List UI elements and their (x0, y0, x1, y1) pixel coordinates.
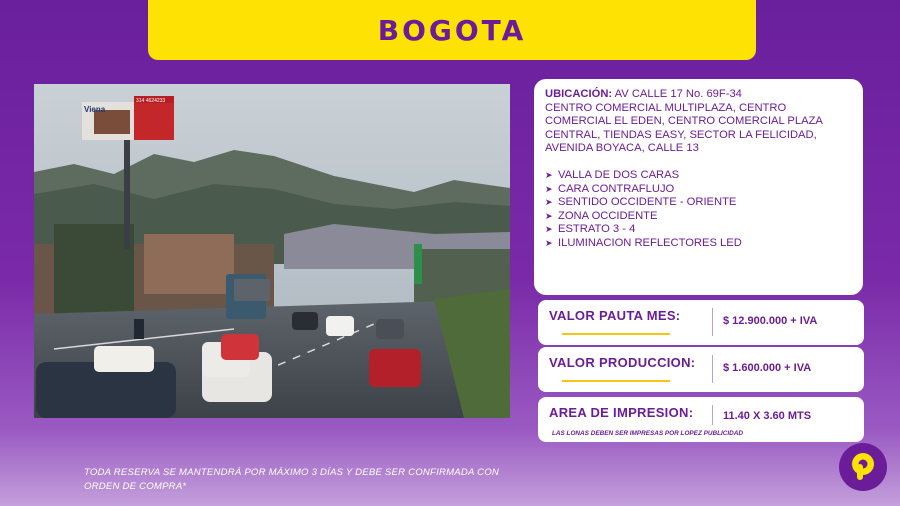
feature-text: SENTIDO OCCIDENTE - ORIENTE (558, 196, 737, 209)
location-address: AV CALLE 17 No. 69F-34 (614, 88, 742, 100)
feature-text: ESTRATO 3 - 4 (558, 223, 636, 236)
billboard-phone-text: 314 4624233 (136, 98, 166, 104)
feature-item (545, 237, 852, 251)
feature-text: CARA CONTRAFLUJO (558, 182, 675, 195)
location-info-card (534, 79, 863, 295)
pauta-divider (712, 308, 713, 336)
location-details: CENTRO COMERCIAL MULTIPLAZA, CENTRO COMERCIAL EL EDEN, CENTRO COMERCIAL PLAZA CENTRAL, TIENDAS EASY, SECTOR LA FELICIDAD, AVENIDA BOYACA, CALLE 13 (545, 101, 823, 155)
area-note: LAS LONAS DEBEN SER IMPRESAS POR LOPEZ PUBLICIDAD (552, 430, 744, 437)
produccion-label: VALOR PRODUCCION: (549, 355, 696, 370)
arrow-bullet-icon: ➤ (545, 210, 553, 221)
feature-item (545, 183, 852, 197)
title-banner (148, 0, 756, 60)
area-card (538, 397, 864, 442)
produccion-divider (712, 355, 713, 383)
pauta-value: $ 12.900.000 + IVA (723, 315, 818, 327)
reservation-footer-note: TODA RESERVA SE MANTENDRÁ POR MÁXIMO 3 DÍAS Y DEBE SER CONFIRMADA CON ORDEN DE COMPRA* (84, 467, 500, 492)
feature-text: ILUMINACION REFLECTORES LED (558, 236, 742, 249)
feature-item (545, 210, 852, 224)
produccion-underline (562, 380, 670, 382)
page-title: BOGOTA (377, 13, 527, 47)
arrow-bullet-icon: ➤ (545, 169, 553, 180)
feature-item (545, 223, 852, 237)
location-label: UBICACIÓN: (545, 88, 613, 100)
billboard-brand-text: Viena (84, 105, 106, 114)
arrow-bullet-icon: ➤ (545, 183, 553, 194)
pauta-underline (562, 333, 670, 335)
logo-mark-icon (845, 449, 881, 485)
produccion-price-card (538, 347, 864, 392)
lopez-publicidad-logo-icon (839, 443, 887, 491)
produccion-value: $ 1.600.000 + IVA (723, 362, 812, 374)
area-label: AREA DE IMPRESION: (549, 405, 694, 420)
arrow-bullet-icon: ➤ (545, 197, 553, 208)
feature-item (545, 169, 852, 183)
feature-text: VALLA DE DOS CARAS (558, 168, 680, 181)
pauta-price-card (538, 300, 864, 345)
feature-item (545, 196, 852, 210)
billboard-photo (34, 84, 510, 418)
area-divider (712, 405, 713, 425)
location-block (545, 88, 852, 156)
feature-text: ZONA OCCIDENTE (558, 209, 658, 222)
arrow-bullet-icon: ➤ (545, 224, 553, 235)
arrow-bullet-icon: ➤ (545, 237, 553, 248)
area-value: 11.40 X 3.60 MTS (723, 410, 812, 422)
street-scene-illustration (34, 84, 510, 418)
pauta-label: VALOR PAUTA MES: (549, 308, 681, 323)
features-list (545, 169, 852, 251)
